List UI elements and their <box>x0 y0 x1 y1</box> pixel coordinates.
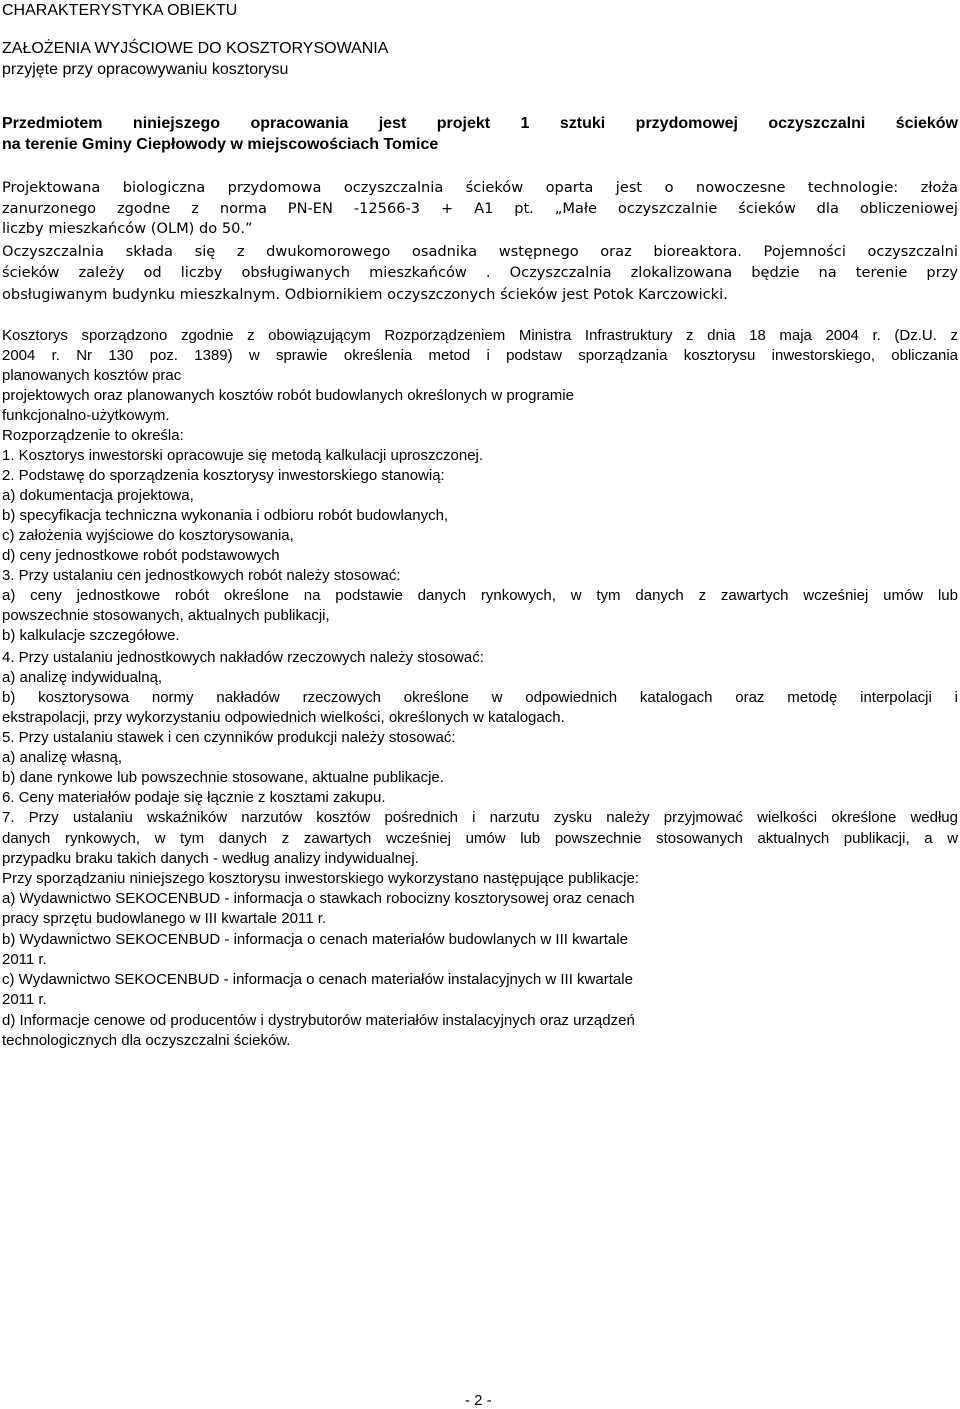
publication-item: d) Informacje cenowe od producentów i dystrybutorów materiałów instalacyjnych oraz urządzeń <box>2 1012 635 1029</box>
list-item: 2. Podstawę do sporządzenia kosztorysy inwestorskiego stanowią: <box>2 467 445 484</box>
section-subheading: przyjęte przy opracowywaniu kosztorysu <box>2 61 289 78</box>
list-item: d) ceny jednostkowe robót podstawowych <box>2 547 280 564</box>
publication-item: pracy sprzętu budowlanego w III kwartale 2011 r. <box>2 910 327 927</box>
list-item: a) dokumentacja projektowa, <box>2 487 194 504</box>
subject-line: Przedmiotem niniejszego opracowania jest projekt 1 sztuki przydomowej oczyszczalni ścieków <box>2 115 958 132</box>
publication-item: 2011 r. <box>2 951 47 968</box>
body-line: projektowych oraz planowanych kosztów robót budowlanych określonych w programie <box>2 387 574 404</box>
body-line: Przy sporządzaniu niniejszego kosztorysu inwestorskiego wykorzystano następujące publikacje: <box>2 870 639 887</box>
description-line: Projektowana biologiczna przydomowa oczyszczalnia ścieków oparta jest o nowoczesne technologie: złoża <box>2 179 958 196</box>
description-line: liczby mieszkańców (OLM) do 50.” <box>2 220 253 237</box>
publication-item: b) Wydawnictwo SEKOCENBUD - informacja o cenach materiałów budowlanych w III kwartale <box>2 931 628 948</box>
publication-item: c) Wydawnictwo SEKOCENBUD - informacja o cenach materiałów instalacyjnych w III kwartale <box>2 971 633 988</box>
description-line: obsługiwanym budynku mieszkalnym. Odbiornikiem oczyszczonych ścieków jest Potok Karczowicki. <box>2 286 728 303</box>
list-item: a) analizę indywidualną, <box>2 669 163 686</box>
subject-line: na terenie Gminy Ciepłowody w miejscowościach Tomice <box>2 136 439 153</box>
body-line: Rozporządzenie to określa: <box>2 427 184 444</box>
list-item: c) założenia wyjściowe do kosztorysowania, <box>2 527 294 544</box>
list-item: 5. Przy ustalaniu stawek i cen czynników produkcji należy stosować: <box>2 729 456 746</box>
list-item: 7. Przy ustalaniu wskaźników narzutów kosztów pośrednich i narzutu zysku należy przyjmować wielkości określone według <box>2 809 958 826</box>
list-item: powszechnie stosowanych, aktualnych publikacji, <box>2 607 330 624</box>
description-line: zanurzonego zgodne z norma PN-EN -12566-3 + A1 pt. „Małe oczyszczalnie ścieków dla obliczeniowej <box>2 200 958 217</box>
list-item: b) kalkulacje szczegółowe. <box>2 627 180 644</box>
list-item: b) dane rynkowe lub powszechnie stosowane, aktualne publikacje. <box>2 769 444 786</box>
body-line: planowanych kosztów prac <box>2 367 182 384</box>
list-item: a) ceny jednostkowe robót określone na podstawie danych rynkowych, w tym danych z zawartych wcześniej umów lub <box>2 587 958 604</box>
list-item: przypadku braku takich danych - według analizy indywidualnej. <box>2 850 419 867</box>
list-item: b) specyfikacja techniczna wykonania i odbioru robót budowlanych, <box>2 507 449 524</box>
publication-item: a) Wydawnictwo SEKOCENBUD - informacja o stawkach robocizny kosztorysowej oraz cenach <box>2 890 635 907</box>
list-item: ekstrapolacji, przy wykorzystaniu odpowiednich wielkości, określonych w katalogach. <box>2 709 565 726</box>
list-item: danych rynkowych, w tym danych z zawartych wcześniej umów lub powszechnie stosowanych aktualnych publikacji, a w <box>2 830 958 847</box>
section-heading: ZAŁOŻENIA WYJŚCIOWE DO KOSZTORYSOWANIA <box>2 40 389 57</box>
description-line: Oczyszczalnia składa się z dwukomorowego osadnika wstępnego oraz bioreaktora. Pojemności oczyszczalni <box>2 243 958 260</box>
publication-item: technologicznych dla oczyszczalni ścieków. <box>2 1032 291 1049</box>
description-line: ścieków zależy od liczby obsługiwanych mieszkańców . Oczyszczalnia zlokalizowana będzie na terenie przy <box>2 264 958 281</box>
list-item: 4. Przy ustalaniu jednostkowych nakładów rzeczowych należy stosować: <box>2 649 484 666</box>
page-number: - 2 - <box>465 1392 492 1409</box>
list-item: 3. Przy ustalaniu cen jednostkowych robót należy stosować: <box>2 567 401 584</box>
document-title: CHARAKTERYSTYKA OBIEKTU <box>2 2 238 19</box>
list-item: 6. Ceny materiałów podaje się łącznie z kosztami zakupu. <box>2 789 386 806</box>
list-item: 1. Kosztorys inwestorski opracowuje się metodą kalkulacji uproszczonej. <box>2 447 484 464</box>
body-line: funkcjonalno-użytkowym. <box>2 407 170 424</box>
list-item: a) analizę własną, <box>2 749 123 766</box>
publication-item: 2011 r. <box>2 991 47 1008</box>
list-item: b) kosztorysowa normy nakładów rzeczowych określone w odpowiednich katalogach oraz metodę interpolacji i <box>2 689 958 706</box>
body-line: Kosztorys sporządzono zgodnie z obowiązującym Rozporządzeniem Ministra Infrastruktury z dnia 18 maja 2004 r. (Dz.U. z <box>2 327 958 344</box>
body-line: 2004 r. Nr 130 poz. 1389) w sprawie określenia metod i podstaw sporządzania kosztorysu inwestorskiego, obliczania <box>2 347 958 364</box>
